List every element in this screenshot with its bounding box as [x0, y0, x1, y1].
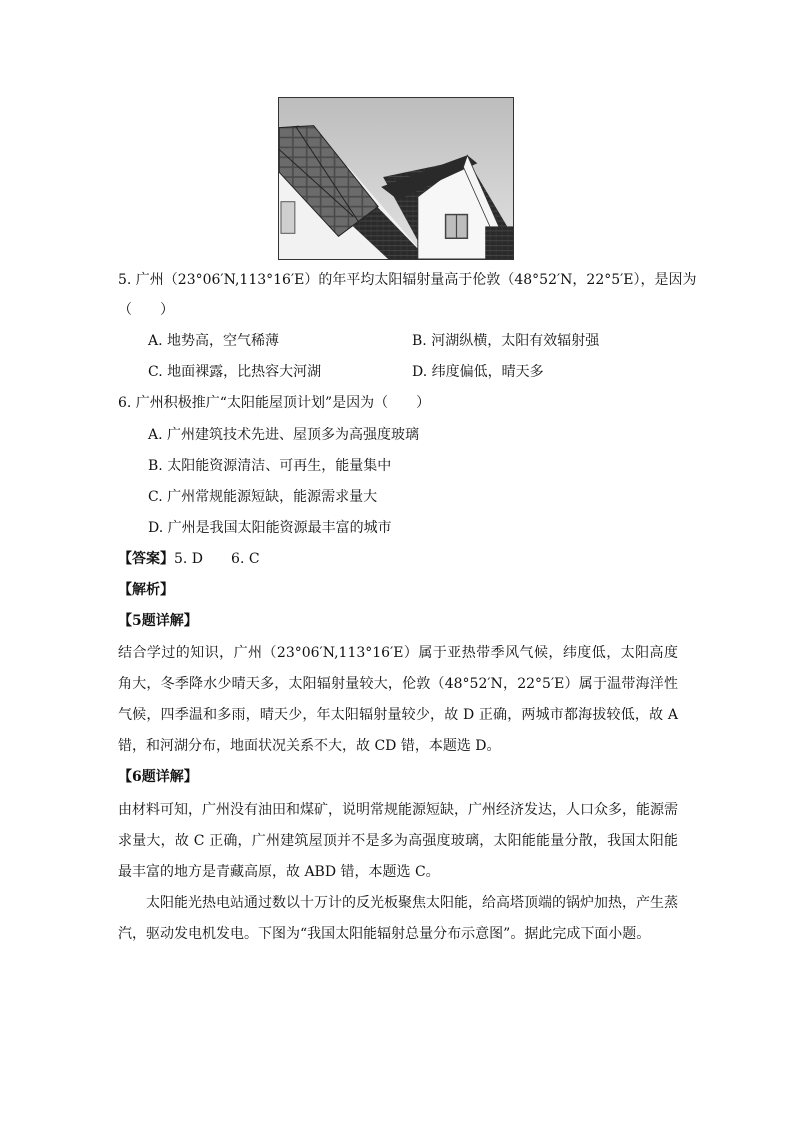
- detail-6-label: 【6题详解】: [118, 769, 198, 785]
- detail-5-label: 【5题详解】: [118, 613, 198, 629]
- answer-label: 【答案】: [118, 551, 174, 567]
- question-5-stem: 5. 广州（23°06′N,113°16′E）的年平均太阳辐射量高于伦敦（48°52′N，22°5′E），是因为: [118, 272, 697, 288]
- q5-option-c[interactable]: C. 地面裸露，比热容大河湖: [148, 364, 322, 380]
- q6-option-c[interactable]: C. 广州常规能源短缺，能源需求量大: [148, 489, 378, 505]
- solar-roof-house-photo: [278, 97, 514, 260]
- detail-6-text: 由材料可知，广州没有油田和煤矿，说明常规能源短缺，广州经济发达，人口众多，能源需求量大，故 C 正确，广州建筑屋顶并不是多为高强度玻璃，太阳能能量分散，我国太阳能最丰富的地方是青藏高原，故 ABD 错，本题选 C。: [118, 802, 678, 880]
- intro-paragraph: 太阳能光热电站通过数以十万计的反光板聚焦太阳能，给高塔顶端的锅炉加热，产生蒸汽，驱动发电机发电。下图为“我国太阳能辐射总量分布示意图”。据此完成下面小题。: [118, 895, 678, 942]
- q6-option-a[interactable]: A. 广州建筑技术先进、屋顶多为高强度玻璃: [148, 427, 420, 443]
- analysis-label: 【解析】: [118, 582, 174, 598]
- q6-option-d[interactable]: D. 广州是我国太阳能资源最丰富的城市: [148, 520, 392, 536]
- question-6-stem: 6. 广州积极推广“太阳能屋顶计划”是因为（ ）: [118, 395, 431, 411]
- answer-line: [118, 549, 260, 569]
- question-5-paren: （ ）: [118, 302, 174, 318]
- q5-option-d[interactable]: D. 纬度偏低，晴天多: [412, 364, 544, 380]
- q5-option-a[interactable]: A. 地势高，空气稀薄: [148, 333, 280, 349]
- detail-5-text: 结合学过的知识，广州（23°06′N,113°16′E）属于亚热带季风气候，纬度低，太阳高度角大，冬季降水少晴天多，太阳辐射量较大，伦敦（48°52′N，22°5′E）属于温带海洋性气候，四季温和多雨，晴天少，年太阳辐射量较少，故 D 正确，两城市都海拔较低，故 A 错，和河湖分布，地面状况关系不大，故 CD 错，本题选 D。: [118, 645, 678, 754]
- q6-option-b[interactable]: B. 太阳能资源清洁、可再生，能量集中: [148, 458, 392, 474]
- answer-text: 5. D 6. C: [174, 551, 260, 567]
- house-illustration: [279, 98, 513, 259]
- q5-option-b[interactable]: B. 河湖纵横，太阳有效辐射强: [412, 333, 600, 349]
